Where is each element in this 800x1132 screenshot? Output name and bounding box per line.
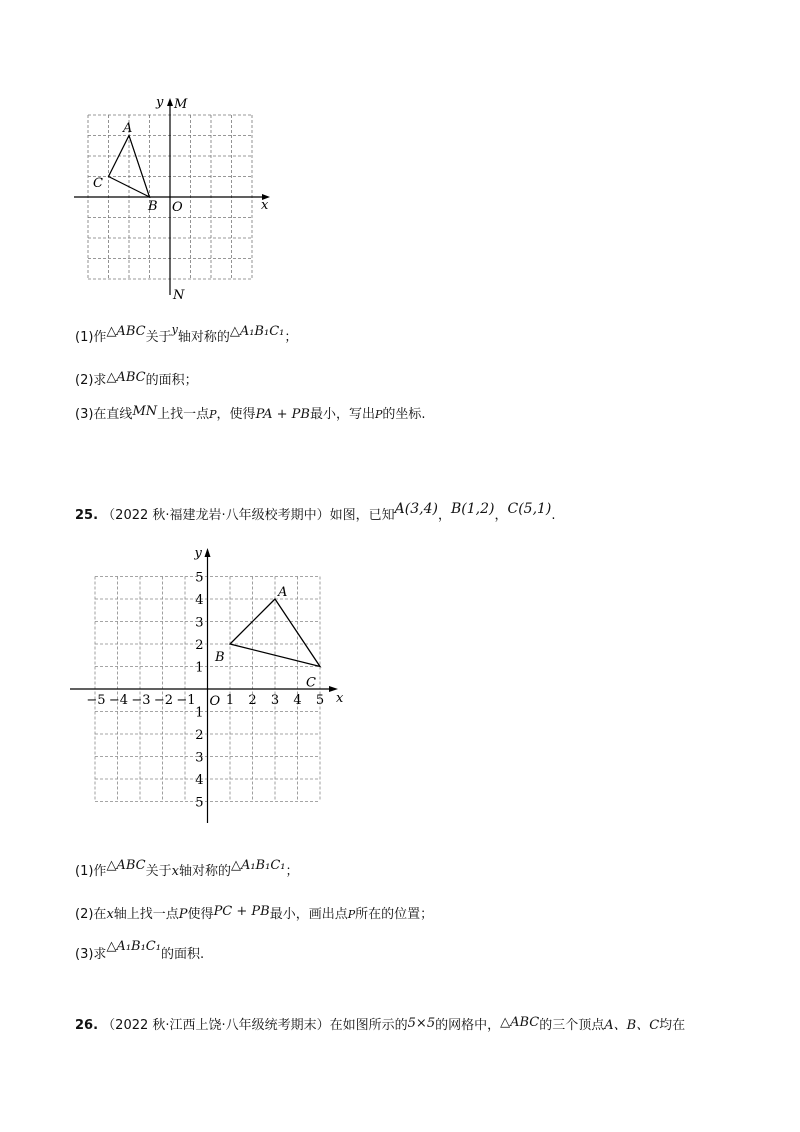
- text: 在: [93, 907, 107, 922]
- math-triangle-image: △A₁B₁C₁: [106, 939, 161, 954]
- text: ；: [284, 330, 298, 345]
- fig2-x-tick-label: 3: [270, 693, 280, 708]
- fig2-label-o: O: [209, 694, 221, 709]
- question-number: 26.: [75, 1018, 99, 1033]
- fig2-y-tick-label: 3: [195, 615, 204, 631]
- fig2-x-tick-label: 4: [293, 693, 302, 708]
- figure-1-coordinate-grid: [70, 90, 280, 305]
- fig2-x-tick-label: −2: [153, 693, 174, 708]
- text: 作: [93, 864, 107, 879]
- text: ，使得: [216, 407, 256, 422]
- math-point: P: [178, 907, 188, 922]
- fig2-y-tick-label-negative: 5: [195, 795, 204, 811]
- q26-header: [75, 1016, 685, 1036]
- text: 最小，写出: [309, 407, 375, 422]
- fig2-y-tick-label: 5: [195, 570, 204, 586]
- math-axis: x: [171, 864, 179, 879]
- fig2-y-tick-label: 1: [195, 660, 204, 676]
- part-number: (1): [75, 330, 94, 345]
- question-source: （2022 秋·江西上饶·八年级统考期末）在如图所示的: [102, 1018, 408, 1033]
- fig2-x-tick-label: −3: [131, 693, 151, 708]
- text: .: [551, 508, 556, 523]
- fig2-y-tick-label: 2: [195, 638, 204, 653]
- part-number: (2): [75, 907, 94, 922]
- text: 使得: [187, 907, 214, 922]
- text: 在直线: [93, 407, 133, 422]
- text: 最小，画出点: [269, 907, 348, 922]
- text: 关于: [145, 864, 172, 879]
- fig2-y-arrow: [205, 548, 211, 557]
- math-vertices: A、B、C: [604, 1018, 660, 1033]
- fig2-label-x: x: [336, 691, 344, 706]
- text: ，: [437, 508, 451, 523]
- q24-part-3: [75, 405, 426, 425]
- fig2-y-tick-label: 4: [195, 593, 204, 608]
- fig1-label-m: M: [174, 97, 188, 112]
- fig2-x-tick-label: 5: [315, 693, 325, 708]
- text: 作: [93, 330, 107, 345]
- fig2-label-b: B: [215, 650, 225, 665]
- fig1-label-o: O: [172, 200, 183, 215]
- text: 轴上找一点: [113, 907, 179, 922]
- math-triangle: △ABC: [106, 324, 146, 339]
- text: ；: [285, 864, 299, 879]
- fig2-label-a: A: [278, 585, 288, 600]
- math-line: MN: [132, 404, 158, 419]
- math-triangle: △ABC: [500, 1015, 540, 1030]
- text: 的网格中，: [435, 1018, 501, 1033]
- fig1-y-arrow: [167, 98, 173, 106]
- fig2-y-tick-label-negative: 2: [195, 728, 204, 743]
- q25-part-3: [75, 939, 205, 965]
- point-a-coord: A(3,4): [394, 501, 438, 517]
- math-point: P: [209, 408, 217, 421]
- q24-part-1: [75, 323, 298, 348]
- point-c-coord: C(5,1): [507, 501, 552, 517]
- text: 的坐标.: [382, 407, 426, 422]
- part-number: (3): [75, 407, 94, 422]
- math-point: P: [347, 908, 356, 921]
- fig2-label-c: C: [306, 675, 316, 691]
- point-b-coord: B(1,2): [450, 501, 495, 517]
- math-grid-size: 5×5: [407, 1016, 436, 1031]
- fig2-y-tick-label-negative: 4: [195, 773, 204, 788]
- math-triangle: △ABC: [106, 370, 146, 385]
- text: 的面积；: [145, 373, 198, 388]
- math-expression: PC + PB: [213, 904, 270, 919]
- text: 求: [93, 373, 107, 388]
- fig1-label-n: N: [173, 288, 185, 303]
- math-triangle: △ABC: [106, 858, 146, 873]
- part-number: (2): [75, 373, 94, 388]
- text: 均在: [659, 1018, 686, 1033]
- fig2-y-tick-label-negative: 3: [195, 750, 204, 766]
- question-number: 25.: [75, 508, 99, 523]
- fig2-x-tick-label: −1: [176, 693, 196, 708]
- part-number: (3): [75, 947, 94, 962]
- text: 轴对称的: [177, 330, 230, 345]
- text: 的面积.: [160, 947, 205, 962]
- q24-part-2: [75, 371, 198, 391]
- q25-part-1: [75, 858, 299, 882]
- fig2-x-tick-label: −5: [86, 693, 106, 708]
- fig1-label-c: C: [93, 176, 103, 191]
- part-number: (1): [75, 864, 94, 879]
- fig2-x-tick-label: 1: [225, 693, 235, 708]
- text: ，: [494, 508, 508, 523]
- fig1-label-x: x: [261, 198, 269, 213]
- fig2-x-tick-label: 2: [248, 693, 257, 708]
- q25-part-2: [75, 905, 433, 925]
- math-axis: x: [106, 907, 114, 922]
- fig2-y-tick-label-negative: 1: [195, 705, 204, 721]
- math-expression: PA + PB: [255, 407, 310, 422]
- q25-header: [75, 501, 556, 526]
- text: 轴对称的: [178, 864, 231, 879]
- math-triangle-image: △A₁B₁C₁: [229, 324, 285, 339]
- math-point: P: [374, 408, 383, 421]
- math-triangle-image: △A₁B₁C₁: [230, 858, 286, 873]
- fig2-label-y: y: [194, 546, 202, 561]
- math-axis: y: [171, 323, 178, 336]
- text: 所在的位置；: [355, 907, 434, 922]
- text: 关于: [145, 330, 172, 345]
- fig1-label-y: y: [156, 95, 164, 110]
- text: 上找一点: [157, 407, 210, 422]
- text: 求: [93, 947, 107, 962]
- question-source: （2022 秋·福建龙岩·八年级校考期中）如图，已知: [102, 508, 395, 523]
- fig1-label-a: A: [123, 121, 133, 136]
- fig1-label-b: B: [148, 199, 158, 214]
- fig2-x-tick-label: −4: [108, 693, 129, 708]
- text: 的三个顶点: [539, 1018, 605, 1033]
- figure-2-coordinate-grid: [60, 540, 360, 830]
